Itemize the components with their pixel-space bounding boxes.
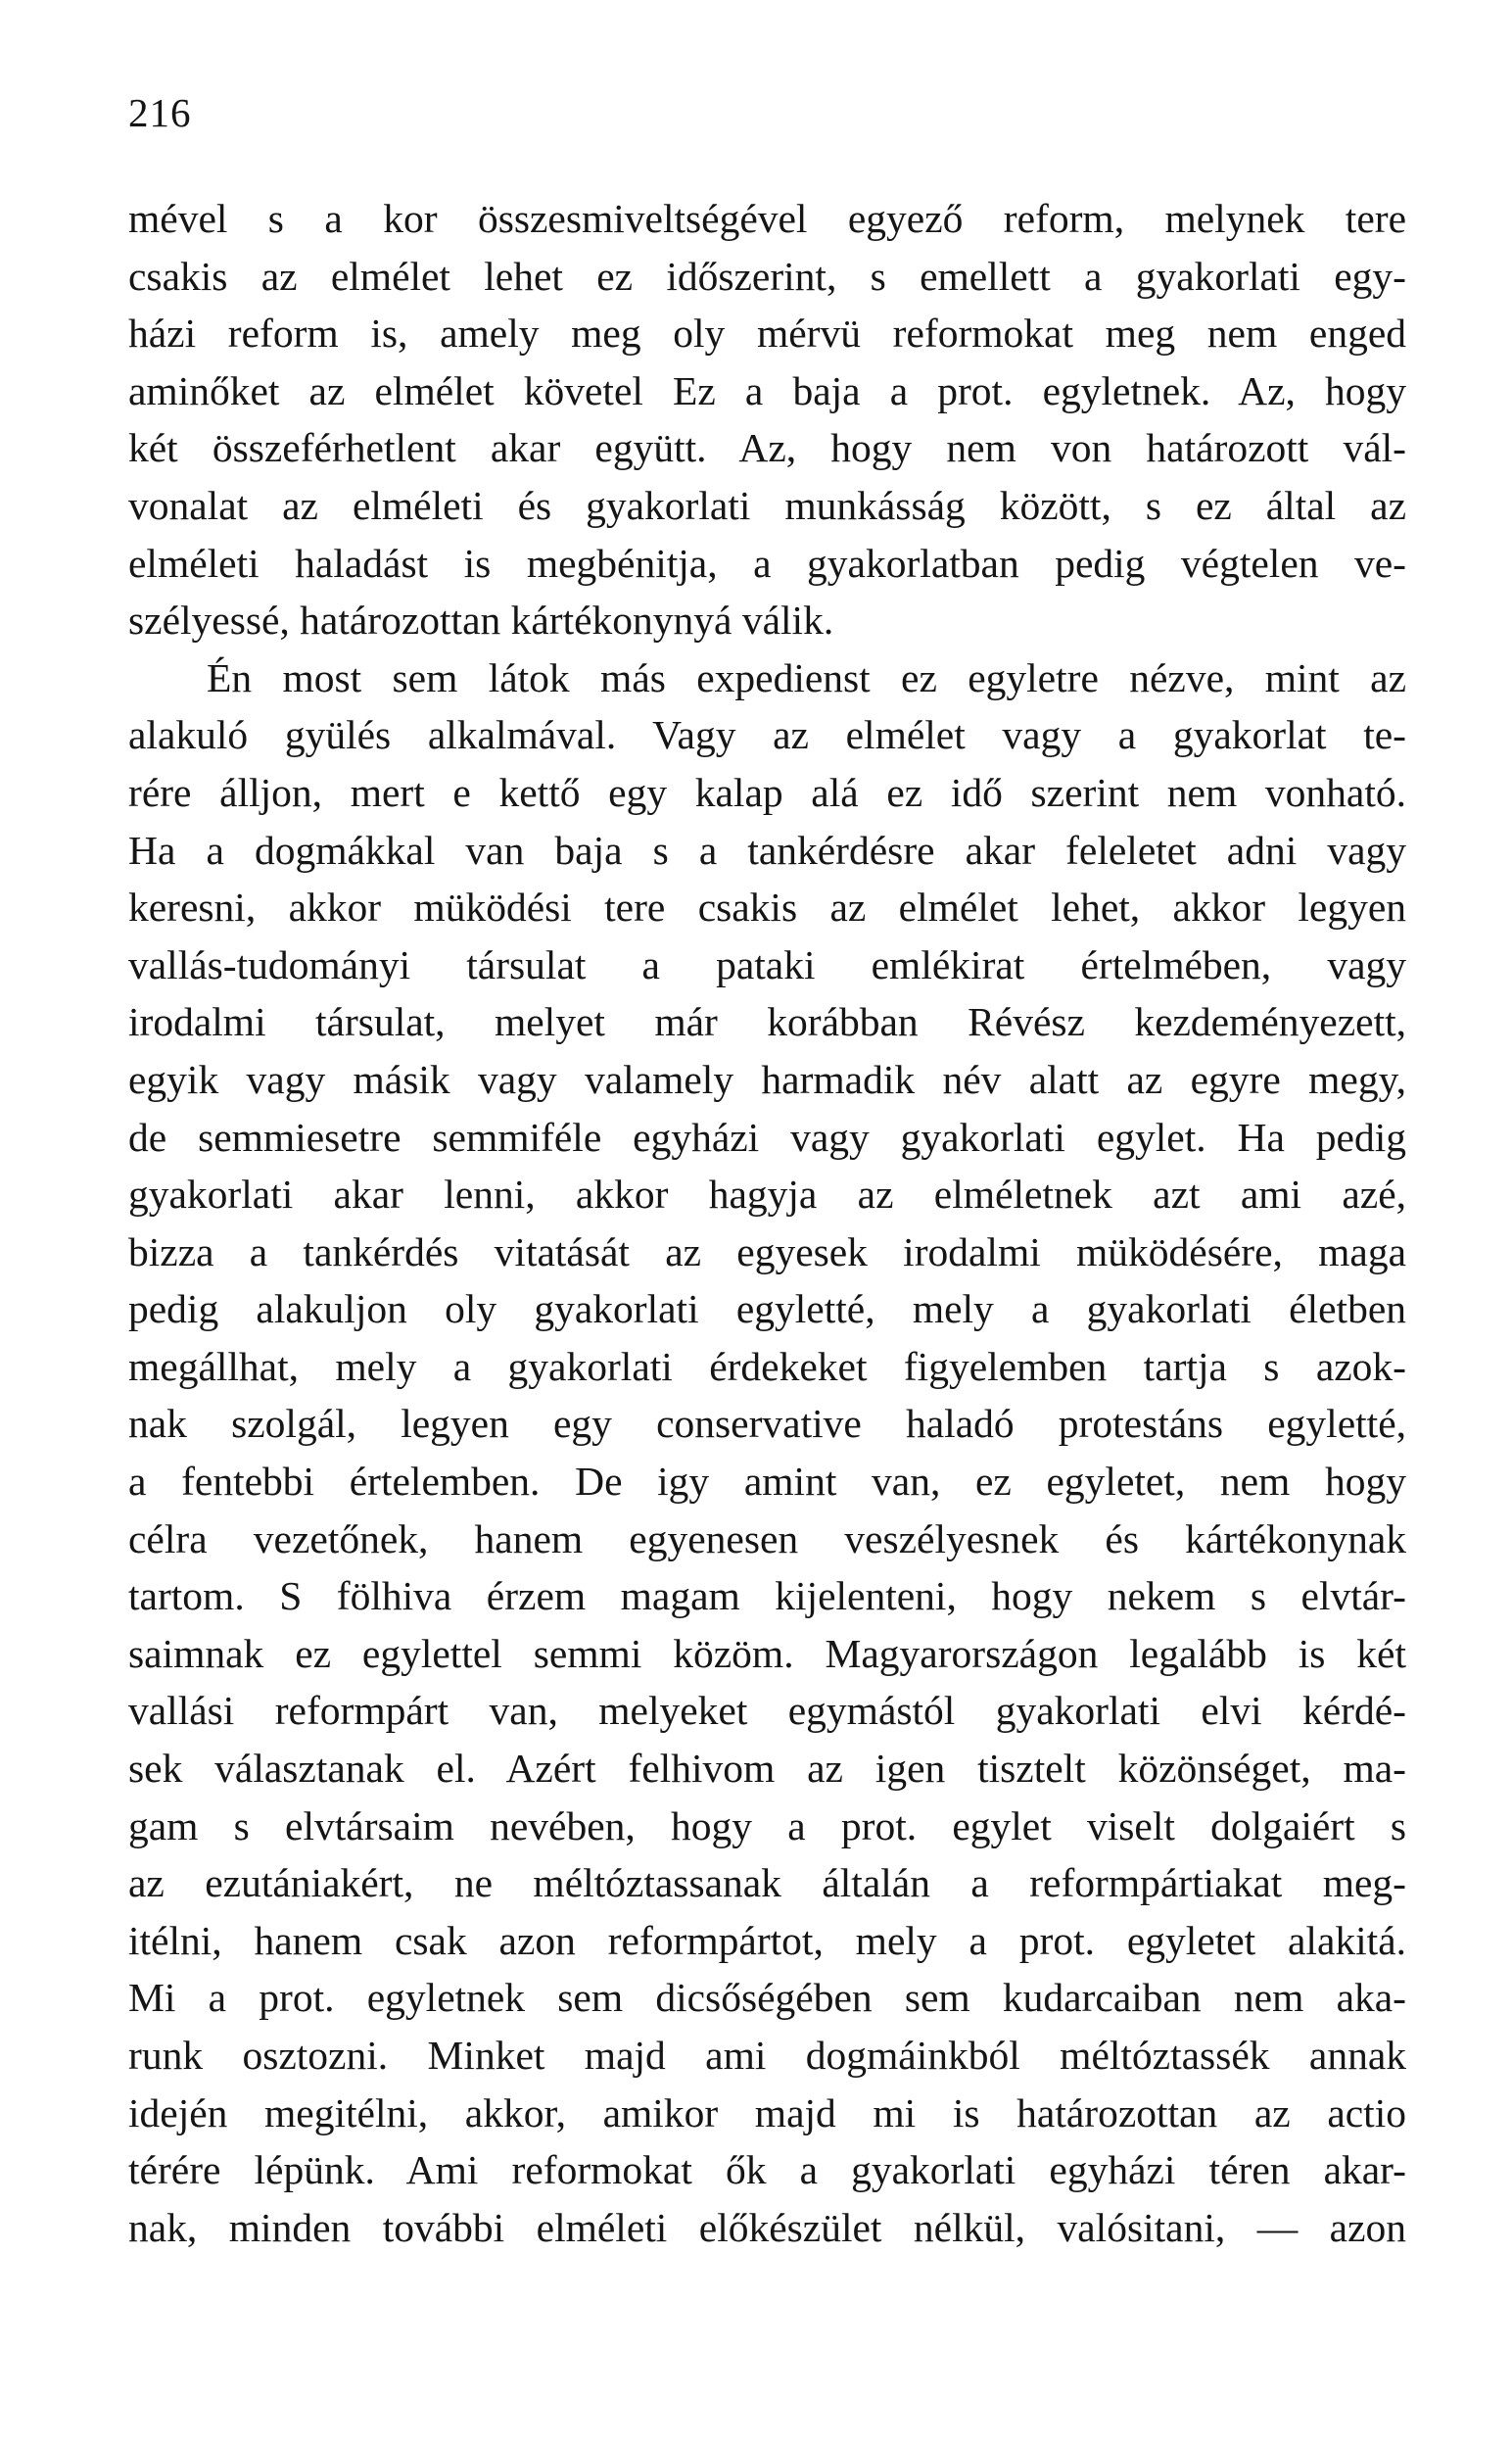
text-line: rére álljon, mert e kettő egy kalap alá ez idő szerint nem vonható. <box>128 769 1406 815</box>
text-line: itélni, hanem csak azon reformpártot, mely a prot. egyletet alakitá. <box>128 1917 1406 1963</box>
text-line: idején megitélni, akkor, amikor majd mi is határozottan az actio <box>128 2089 1406 2135</box>
text-line: térére lépünk. Ami reformokat ők a gyakorlati egyházi téren akar- <box>128 2147 1406 2193</box>
text-line: nak, minden további elméleti előkészület nélkül, valósitani, — azon <box>128 2204 1406 2250</box>
text-line: Mi a prot. egyletnek sem dicsőségében sem kudarcaiban nem aka- <box>128 1975 1406 2021</box>
text-line: vonalat az elméleti és gyakorlati munkásság között, s ez által az <box>128 482 1406 528</box>
text-line: gyakorlati akar lenni, akkor hagyja az elméletnek azt ami azé, <box>128 1172 1406 1218</box>
text-line: célra vezetőnek, hanem egyenesen veszélyesnek és kártékonynak <box>128 1515 1406 1561</box>
text-line: egyik vagy másik vagy valamely harmadik név alatt az egyre megy, <box>128 1056 1406 1102</box>
text-line: sek választanak el. Azért felhivom az igen tisztelt közönséget, ma- <box>128 1746 1406 1792</box>
text-line: alakuló gyülés alkalmával. Vagy az elmélet vagy a gyakorlat te- <box>128 712 1406 758</box>
text-line: vallási reformpárt van, melyeket egymástól gyakorlati elvi kérdé- <box>128 1688 1406 1734</box>
text-line: vallás-tudományi társulat a pataki emlékirat értelmében, vagy <box>128 941 1406 987</box>
text-line: Én most sem látok más expedienst ez egyletre nézve, mint az <box>207 654 1406 700</box>
text-line: Ha a dogmákkal van baja s a tankérdésre akar feleletet adni vagy <box>128 827 1406 873</box>
text-line: irodalmi társulat, melyet már korábban Révész kezdeményezett, <box>128 999 1406 1045</box>
text-line: runk osztozni. Minket majd ami dogmáinkból méltóztassék annak <box>128 2033 1406 2078</box>
text-line: szélyessé, határozottan kártékonynyá válik. <box>128 598 834 644</box>
text-line: nak szolgál, legyen egy conservative haladó protestáns egyletté, <box>128 1401 1406 1447</box>
text-line: két összeférhetlent akar együtt. Az, hogy nem von határozott vál- <box>128 425 1406 471</box>
text-line: gam s elvtársaim nevében, hogy a prot. egylet viselt dolgaiért s <box>128 1802 1406 1848</box>
page-number: 216 <box>128 90 192 135</box>
body-text <box>128 190 1406 2256</box>
text-line: pedig alakuljon oly gyakorlati egyletté, mely a gyakorlati életben <box>128 1286 1406 1332</box>
text-line: megállhat, mely a gyakorlati érdekeket figyelemben tartja s azok- <box>128 1343 1406 1389</box>
text-line: elméleti haladást is megbénitja, a gyakorlatban pedig végtelen ve- <box>128 540 1406 586</box>
text-line: mével s a kor összesmiveltségével egyező reform, melynek tere <box>128 196 1406 241</box>
text-line: tartom. S fölhiva érzem magam kijelenteni, hogy nekem s elvtár- <box>128 1573 1406 1619</box>
text-line: saimnak ez egylettel semmi közöm. Magyarországon legalább is két <box>128 1630 1406 1676</box>
text-line: a fentebbi értelemben. De igy amint van, ez egyletet, nem hogy <box>128 1459 1406 1505</box>
text-line: házi reform is, amely meg oly mérvü reformokat meg nem enged <box>128 311 1406 357</box>
text-line: de semmiesetre semmiféle egyházi vagy gyakorlati egylet. Ha pedig <box>128 1114 1406 1160</box>
text-line: aminőket az elmélet követel Ez a baja a prot. egyletnek. Az, hogy <box>128 367 1406 413</box>
text-line: csakis az elmélet lehet ez időszerint, s emellett a gyakorlati egy- <box>128 253 1406 299</box>
text-line: az ezutániakért, ne méltóztassanak általán a reformpártiakat meg- <box>128 1860 1406 1906</box>
text-line: bizza a tankérdés vitatását az egyesek irodalmi müködésére, maga <box>128 1228 1406 1274</box>
text-line: keresni, akkor müködési tere csakis az elmélet lehet, akkor legyen <box>128 885 1406 931</box>
